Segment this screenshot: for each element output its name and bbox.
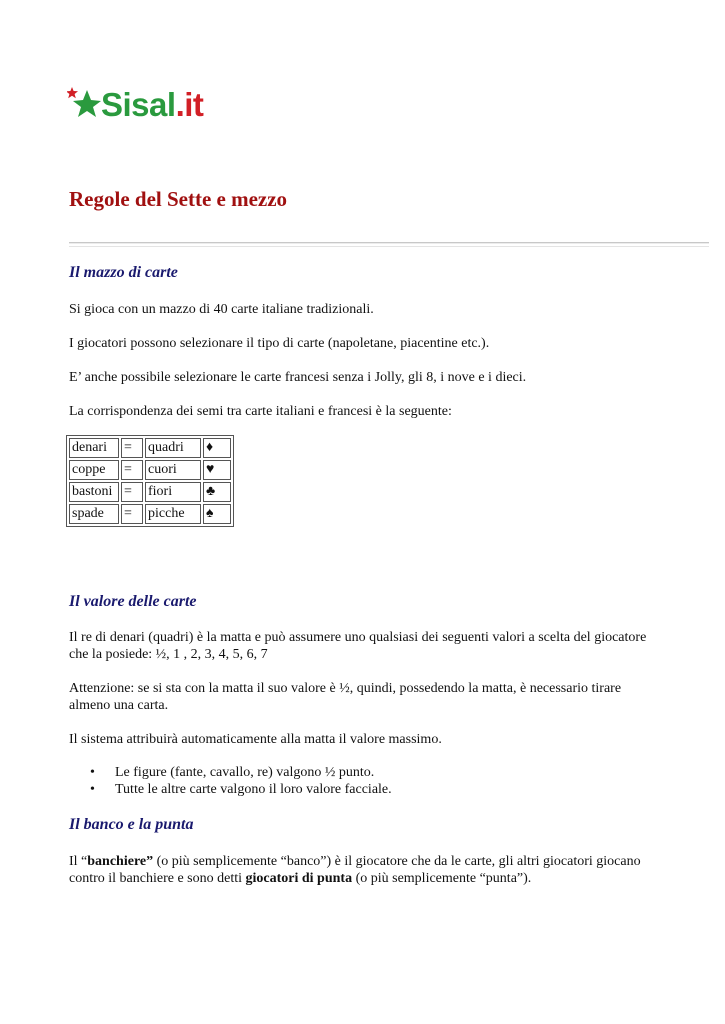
list-item-text: Le figure (fante, cavallo, re) valgono ½ punto.	[115, 765, 375, 780]
equals-cell: =	[121, 482, 143, 502]
text-run: (o più semplicemente “banco”) è il giocatore che da le carte, gli altri giocatori giocano contro il banchiere e sono detti	[69, 854, 641, 886]
star-icon	[67, 84, 101, 128]
paragraph: E’ anche possibile selezionare le carte francesi senza i Jolly, gli 8, i nove e i dieci.	[69, 370, 527, 385]
suit-correspondence-table	[66, 435, 234, 527]
horizontal-rule-shadow	[69, 246, 709, 247]
french-suit-cell: picche	[145, 504, 201, 524]
paragraph: Il sistema attribuirà automaticamente alla matta il valore massimo.	[69, 732, 442, 747]
paragraph: Attenzione: se si sta con la matta il suo valore è ½, quindi, possedendo la matta, è necessario tirare almeno una carta.	[69, 681, 622, 713]
italian-suit-cell: bastoni	[69, 482, 119, 502]
paragraph: La corrispondenza dei semi tra carte italiani e francesi è la seguente:	[69, 404, 452, 419]
section-heading-mazzo: Il mazzo di carte	[69, 264, 178, 281]
section-heading-valore: Il valore delle carte	[69, 593, 197, 610]
bold-term-banchiere: banchiere”	[87, 854, 154, 869]
equals-cell: =	[121, 504, 143, 524]
logo-text-main: Sisal	[101, 86, 176, 123]
section-heading-banco: Il banco e la punta	[69, 816, 194, 833]
paragraph: Il re di denari (quadri) è la matta e può assumere uno qualsiasi dei seguenti valori a scelta del giocatore che la posiede: ½, 1 , 2, 3, 4, 5, 6, 7	[69, 630, 647, 662]
french-suit-cell: quadri	[145, 438, 201, 458]
paragraph: Si gioca con un mazzo di 40 carte italiane tradizionali.	[69, 302, 374, 317]
diamond-icon: ♦	[203, 438, 231, 458]
french-suit-cell: cuori	[145, 460, 201, 480]
equals-cell: =	[121, 460, 143, 480]
card-value-list	[69, 764, 392, 798]
bullet-icon: •	[90, 782, 95, 797]
club-icon: ♣	[203, 482, 231, 502]
bold-term-punta: giocatori di punta	[245, 871, 353, 886]
horizontal-rule	[69, 242, 709, 244]
italian-suit-cell: spade	[69, 504, 119, 524]
text-run: Il “	[69, 854, 88, 869]
list-item	[69, 781, 392, 798]
heart-icon: ♥	[203, 460, 231, 480]
sisal-logo	[67, 84, 237, 130]
french-suit-cell: fiori	[145, 482, 201, 502]
table-row	[69, 482, 231, 502]
logo-text-tld: .it	[175, 86, 204, 123]
equals-cell: =	[121, 438, 143, 458]
table-row	[69, 438, 231, 458]
table-row	[69, 460, 231, 480]
spade-icon: ♠	[203, 504, 231, 524]
text-run: (o più semplicemente “punta”).	[352, 871, 532, 886]
bullet-icon: •	[90, 765, 95, 780]
italian-suit-cell: denari	[69, 438, 119, 458]
list-item-text: Tutte le altre carte valgono il loro valore facciale.	[115, 782, 392, 797]
italian-suit-cell: coppe	[69, 460, 119, 480]
paragraph: I giocatori possono selezionare il tipo di carte (napoletane, piacentine etc.).	[69, 336, 490, 351]
page-title: Regole del Sette e mezzo	[69, 187, 288, 211]
paragraph-banco	[69, 853, 649, 887]
list-item	[69, 764, 392, 781]
table-row	[69, 504, 231, 524]
